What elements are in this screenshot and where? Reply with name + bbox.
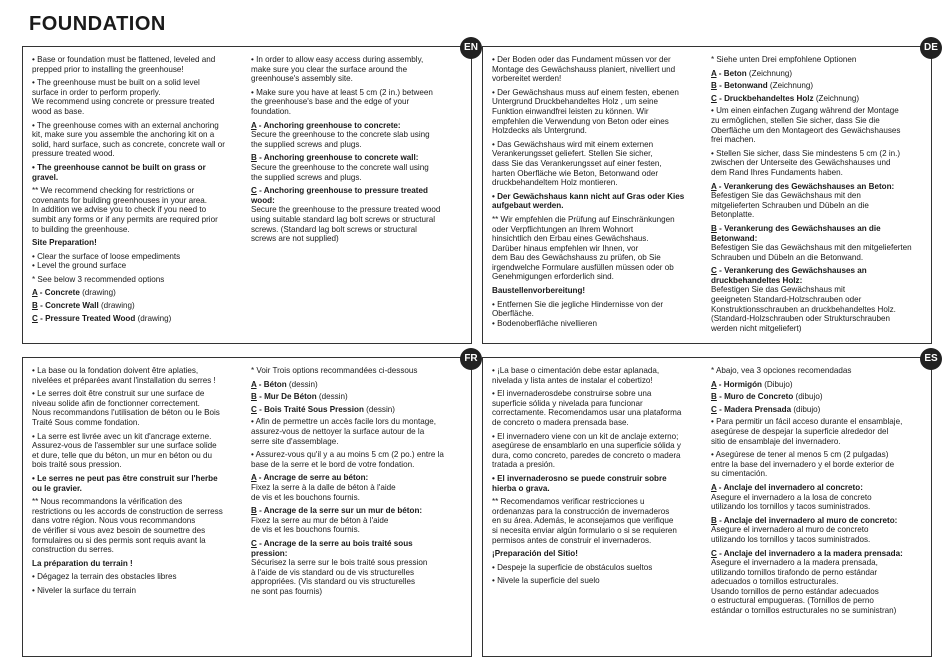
option-name: Mur De Béton <box>264 392 317 402</box>
option-name: Bois Traité Sous Pression <box>264 404 364 414</box>
anchoring-key: C <box>251 538 257 548</box>
anchoring-text: Fixez la serre au mur de béton à l'aide de vis et les bouchons fournis. <box>251 515 389 535</box>
language-badge: EN <box>460 37 482 59</box>
paragraph: • Entfernen Sie die jegliche Hindernisse von der Oberfläche. • Bodenoberfläche nivellieren <box>492 299 664 328</box>
paragraph: • Le serres ne peut pas être construit sur l'herbe ou le gravier. <box>32 473 218 493</box>
anchoring-title: Anchoring greenhouse to pressure treated wood: <box>251 186 428 205</box>
paragraph: Site Preparation! <box>32 238 97 248</box>
option-suffix: (Zeichnung) <box>767 81 814 91</box>
paragraph: • Clear the surface of loose empediments • Level the ground surface <box>32 251 181 271</box>
paragraph: • The greenhouse comes with an external anchoring kit, make sure you assemble the anchoring kit on a solid, hard surface, such as concrete, concrete wall or pressure treated wood. <box>32 120 225 159</box>
paragraph: • Make sure you have at least 5 cm (2 in.) between the greenhouse's base and the edge of your foundation. <box>251 87 433 116</box>
anchoring-heading: B - Anchoring greenhouse to concrete wall: <box>251 153 419 163</box>
option-name: Béton <box>263 379 287 389</box>
anchoring-title: Verankerung des Gewächshauses an druckbehandeltes Holz: <box>711 266 867 285</box>
option-name: Beton <box>723 68 747 78</box>
left-column <box>32 366 238 599</box>
option-item: C - Bois Traité Sous Pression (dessin) <box>251 404 395 414</box>
paragraph: ¡Preparación del Sitio! <box>492 549 578 559</box>
anchoring-title: Anclaje del invernadero a la madera prensada: <box>723 548 903 558</box>
anchoring-text: Asegure el invernadero al muro de concreto utilizando los tornillos y tacos suministrados. <box>711 525 871 544</box>
paragraph: • El invernadero viene con un kit de anclaje externo; asegúrese de ensamblarlo en una superficie sólida y dura, como concreto, paredes de concreto o madera tratada a presión. <box>492 431 681 470</box>
anchoring-text: Asegure el invernadero a la madera prensada, utilizando tornillos tirafondo de perno estándar adecuados o tornillos estructurales. Usando tornillos de perno estándar adecuados o estructural empugueras. (Tornillos de perno estándar o tornillos estructurales no se suministran) <box>711 558 897 616</box>
anchoring-text: Fixez la serre à la dalle de béton à l'aide de vis et les bouchons fournis. <box>251 482 396 502</box>
paragraph: • Despeje la superficie de obstáculos sueltos <box>492 562 653 572</box>
language-badge: ES <box>920 348 942 370</box>
panel-es <box>482 353 938 657</box>
paragraph: • La serre est livrée avec un kit d'ancrage externe. Assurez-vous de l'assembler sur une surface solide et dure, telle que du béton, un mur en béton ou du bois traité sous pression. <box>32 431 217 470</box>
anchoring-title: Ancrage de la serre au bois traité sous pression: <box>251 538 413 558</box>
option-key: B <box>251 392 257 402</box>
anchoring-key: C <box>711 266 717 276</box>
option-name: Druckbehandeltes Holz <box>724 93 814 103</box>
option-suffix: (drawing) <box>79 288 116 298</box>
anchoring-key: C <box>251 186 257 196</box>
right-column <box>251 55 463 248</box>
option-item: B - Concrete Wall (drawing) <box>32 301 135 311</box>
anchoring-key: B <box>251 506 257 516</box>
option-suffix: (dibujo) <box>791 404 821 414</box>
paragraph: • Le serres doit être construit sur une surface de niveau solide afin de fonctionner correctement. Nous recommandons l'utilisation de béton ou le Bois Traité Sous comme fondation. <box>32 389 220 427</box>
option-item: C - Pressure Treated Wood (drawing) <box>32 313 172 323</box>
option-item: B - Betonwand (Zeichnung) <box>711 81 814 91</box>
paragraph: • Der Gewächshaus muss auf einem festen, ebenen Untergrund Druckbehandeltes Holz , um seine Funktion einwandfrei leisten zu können. Wir empfehlen die Verwendung von Beton oder eines Holzdecks als Untergrund. <box>492 87 679 136</box>
paragraph: • Der Boden oder das Fundament müssen vor der Montage des Gewächshauss planiert, nivelliert und vorbereitet werden! <box>492 55 676 84</box>
anchoring-heading: C - Anchoring greenhouse to pressure treated wood: <box>251 186 428 205</box>
anchoring-text: Secure the greenhouse to the concrete slab using the supplied screws and plugs. <box>251 130 430 149</box>
panel-fr <box>22 353 478 657</box>
anchoring-title: Anchoring greenhouse to concrete wall: <box>263 153 419 163</box>
options-intro: * Siehe unten Drei empfohlene Optionen <box>711 55 857 64</box>
paragraph: • ¡La base o cimentación debe estar aplanada, nivelada y lista antes de instalar el cobertizo! <box>492 366 660 385</box>
anchoring-key: A <box>711 482 717 492</box>
page-title: FOUNDATION <box>29 13 166 35</box>
right-column <box>711 55 923 337</box>
option-item: A - Béton (dessin) <box>251 379 318 389</box>
anchoring-title: Ancrage de serre au béton: <box>263 473 369 483</box>
anchoring-heading: A - Anchoring greenhouse to concrete: <box>251 120 401 130</box>
paragraph: • The greenhouse must be built on a solid level surface in order to perform properly. We recommend using concrete or pressure treated wood as base. <box>32 78 215 116</box>
paragraph: Baustellenvorbereitung! <box>492 286 586 296</box>
anchoring-heading: B - Ancrage de la serre sur un mur de béton: <box>251 506 423 516</box>
options-intro: * Abajo, vea 3 opciones recomendadas <box>711 366 852 375</box>
option-key: C <box>711 93 717 103</box>
option-name: Betonwand <box>724 81 768 91</box>
paragraph: * See below 3 recommended options <box>32 274 165 284</box>
option-suffix: (Zeichnung) <box>746 68 793 78</box>
paragraph: ** Recomendamos verificar restricciones u ordenanzas para la construcción de invernaderos en su área. Además, le aconsejamos que verifique si necesita enviar algún formulario o si se requieren permisos antes de construir el invernaderos. <box>492 497 677 545</box>
anchoring-key: B <box>251 153 257 163</box>
anchoring-title: Anclaje del invernadero al concreto: <box>723 482 863 492</box>
paragraph: • In order to allow easy access during assembly, make sure you clear the surface around the greenhouse's assembly site. <box>251 55 424 84</box>
option-suffix: (drawing) <box>98 301 135 311</box>
paragraph: • El invernaderosdebe construirse sobre una superficie sólida y nivelada para funcionar correctamente. Recomendamos usar una plataforma de concreto o madera prensada base. <box>492 389 682 427</box>
anchoring-text: Befestigen Sie das Gewächshaus mit den mitgelieferten Schrauben und Dübeln an die Betonplatte. <box>711 191 869 220</box>
option-name: Madera Prensada <box>724 404 792 414</box>
panel-de <box>482 42 938 344</box>
option-name: Concrete <box>44 288 80 298</box>
option-suffix: (Dibujo) <box>761 379 793 389</box>
language-badge: DE <box>920 37 942 59</box>
paragraph: • Para permitir un fácil acceso durante el ensamblaje, asegúrese de despejar la superficie alrededor del sitio de ensamblaje del invernadero. <box>711 417 903 446</box>
option-suffix: (drawing) <box>135 313 172 323</box>
option-name: Concrete Wall <box>45 301 99 311</box>
option-key: A <box>32 288 38 298</box>
anchoring-heading: C - Anclaje del invernadero a la madera prensada: <box>711 548 903 558</box>
anchoring-key: B <box>711 515 717 525</box>
option-suffix: (dessin) <box>363 404 395 414</box>
paragraph: • Dégagez la terrain des obstacles libres <box>32 572 177 582</box>
anchoring-title: Verankerung des Gewächshauses an die Betonwand: <box>711 223 881 243</box>
options-intro: * Voir Trois options recommandées ci-dessous <box>251 366 418 375</box>
option-key: C <box>32 313 38 323</box>
option-item: A - Concrete (drawing) <box>32 288 116 298</box>
anchoring-text: Secure the greenhouse to the concrete wall using the supplied screws and plugs. <box>251 162 429 182</box>
anchoring-key: A <box>251 473 257 483</box>
anchoring-text: Befestigen Sie das Gewächshaus mit den mitgelieferten Schrauben und Dübeln an die Betonwand. <box>711 243 912 262</box>
anchoring-heading: A - Ancrage de serre au béton: <box>251 473 369 483</box>
anchoring-title: Anchoring greenhouse to concrete: <box>263 120 401 130</box>
paragraph: • Nivele la superficie del suelo <box>492 576 600 586</box>
panel-en <box>22 42 478 344</box>
option-item: B - Muro de Concreto (dibujo) <box>711 392 823 402</box>
anchoring-heading: A - Anclaje del invernadero al concreto: <box>711 482 863 492</box>
anchoring-text: Asegure el invernadero a la losa de concreto utilizando los tornillos y tacos suministrados. <box>711 492 872 512</box>
option-suffix: (Zeichnung) <box>813 93 860 103</box>
paragraph: • La base ou la fondation doivent être aplaties, nivelées et préparées avant l'installation du serres ! <box>32 366 216 385</box>
option-key: B <box>711 81 717 91</box>
anchoring-text: Secure the greenhouse to the pressure treated wood using suitable standard lag bolt screws or structural screws. (Standard lag bolt screws or structural screws are not supplied) <box>251 205 441 244</box>
anchoring-heading: B - Anclaje del invernadero al muro de concreto: <box>711 515 898 525</box>
left-column <box>492 366 698 590</box>
paragraph: • Base or foundation must be flattened, leveled and prepped prior to installing the greenhouse! <box>32 55 216 74</box>
option-name: Muro de Concreto <box>724 392 794 402</box>
option-item: C - Druckbehandeltes Holz (Zeichnung) <box>711 93 860 103</box>
option-key: B <box>711 392 717 402</box>
paragraph: La préparation du terrain ! <box>32 558 133 568</box>
left-column <box>492 55 698 332</box>
option-item: B - Mur De Béton (dessin) <box>251 392 348 402</box>
paragraph: • Asegúrese de tener al menos 5 cm (2 pulgadas) entre la base del invernadero y el borde exterior de su cimentación. <box>711 450 895 479</box>
option-key: C <box>711 404 717 414</box>
paragraph: ** We recommend checking for restrictions or covenants for building greenhouses in your area. In addition we advise you to check if you need to sumbit any forms or if any permits are required prior to building the greenhouse. <box>32 186 218 234</box>
paragraph: • Um einen einfachen Zugang während der Montage zu ermöglichen, stellen Sie sicher, dass Sie die Oberfläche um den Montageort des Gewächshauses frei machen. <box>711 106 901 145</box>
paragraph: • Das Gewächshaus wird mit einem externen Verankerungsset geliefert. Stellen Sie sicher, dass Sie das Verankerungsset auf einer festen, harten Oberfläche wie Beton, Betonwand oder druckbehandeltem Holz montieren. <box>492 139 662 188</box>
paragraph: • Afin de permettre un accès facile lors du montage, assurez-vous de nettoyer la surface autour de la serre site d'assemblage. <box>251 417 437 446</box>
paragraph: • The greenhouse cannot be built on grass or gravel. <box>32 162 206 182</box>
option-name: Hormigón <box>723 379 762 389</box>
option-key: B <box>32 301 38 311</box>
anchoring-key: A <box>251 120 257 130</box>
option-item: A - Hormigón (Dibujo) <box>711 379 793 389</box>
anchoring-key: C <box>711 548 717 558</box>
anchoring-key: A <box>711 181 717 191</box>
paragraph: ** Nous recommandons la vérification des restrictions ou les accords de construction de serress dans votre région. Nous vous recommandons de vérifier si vous avez besoin de soumettre des formulaires ou si des permis sont requis avant la construction du serres. <box>32 497 223 555</box>
anchoring-title: Ancrage de la serre sur un mur de béton: <box>263 506 423 516</box>
option-item: A - Beton (Zeichnung) <box>711 68 793 78</box>
anchoring-title: Anclaje del invernadero al muro de concreto: <box>723 515 898 525</box>
paragraph: • Assurez-vous qu'il y a au moins 5 cm (2 po.) entre la base de la serre et le bord de votre fondation. <box>251 450 444 469</box>
option-key: C <box>251 404 257 414</box>
option-key: A <box>711 379 717 389</box>
option-suffix: (dessin) <box>316 392 348 402</box>
option-name: Pressure Treated Wood <box>45 313 136 323</box>
right-column <box>251 366 463 600</box>
paragraph: • Stellen Sie sicher, dass Sie mindestens 5 cm (2 in.) zwischen der Unterseite des Gewächshauses und dem Rand Ihres Fundaments haben. <box>711 148 901 177</box>
anchoring-title: Verankerung des Gewächshauses an Beton: <box>723 181 895 191</box>
anchoring-heading: C - Ancrage de la serre au bois traité sous pression: <box>251 538 413 558</box>
option-suffix: (dessin) <box>286 379 318 389</box>
paragraph: • Niveler la surface du terrain <box>32 585 137 595</box>
paragraph: ** Wir empfehlen die Prüfung auf Einschränkungen oder Verpflichtungen an Ihrem Wohnort hinsichtlich den Erbau eines Gewächshaus. Darüber hinaus empfehlen wir Ihnen, vor dem Bau des Gewächshauss zu prüfen, ob Sie irgendwelche Formulare ausfüllen müssen oder ob Genehmigungen erforderlich sind. <box>492 214 675 282</box>
paragraph: • El invernaderosno se puede construir sobre hierba o grava. <box>492 473 667 493</box>
paragraph: • Der Gewächshaus kann nicht auf Gras oder Kies aufgebaut werden. <box>492 191 685 211</box>
anchoring-key: B <box>711 223 717 233</box>
anchoring-text: Sécurisez la serre sur le bois traité sous pression à l'aide de vis standard ou de vis structurelles appropriées. (Vis standard ou vis structurelles ne sont pas fournis) <box>251 558 428 596</box>
language-badge: FR <box>460 348 482 370</box>
option-suffix: (dibujo) <box>793 392 823 402</box>
anchoring-heading: C - Verankerung des Gewächshauses an druckbehandeltes Holz: <box>711 266 867 285</box>
anchoring-heading: B - Verankerung des Gewächshauses an die Betonwand: <box>711 223 881 243</box>
left-column <box>32 55 238 326</box>
right-column <box>711 366 923 620</box>
option-key: A <box>711 68 717 78</box>
anchoring-heading: A - Verankerung des Gewächshauses an Beton: <box>711 181 895 191</box>
option-item: C - Madera Prensada (dibujo) <box>711 404 821 414</box>
option-key: A <box>251 379 257 389</box>
anchoring-text: Befestigen Sie das Gewächshaus mit geeigneten Standard-Holzschrauben oder Konstruktionsschrauben an druckbehandeltes Holz. (Standard-Holzschrauben oder Strukturschrauben werden nicht mitgeliefert) <box>711 285 896 333</box>
